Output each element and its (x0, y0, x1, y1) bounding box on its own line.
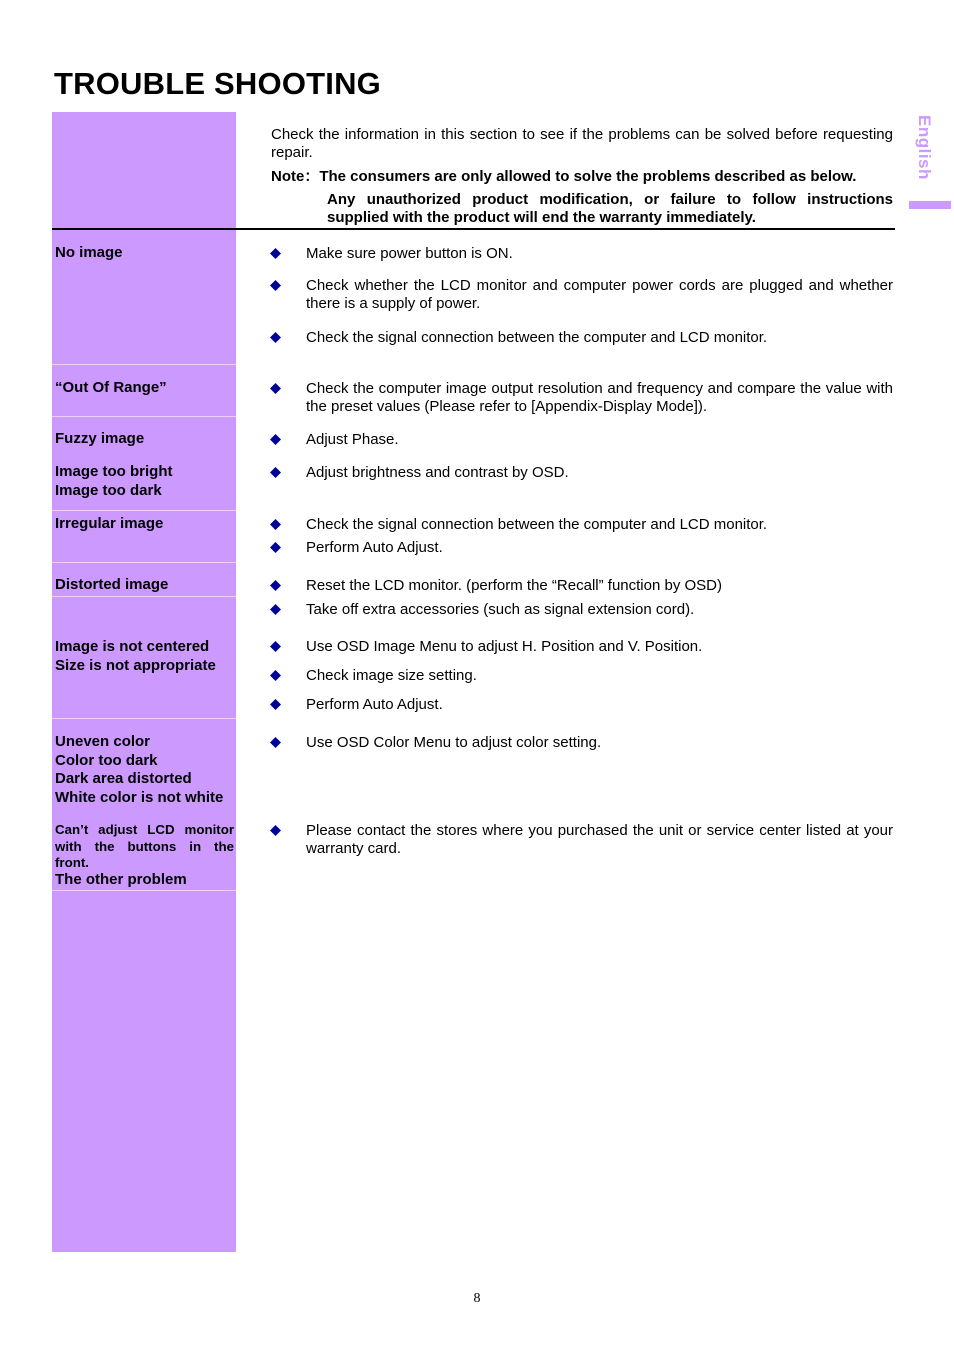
solution-item: Check the signal connection between the computer and LCD monitor. (306, 329, 768, 346)
note-label: Note： (271, 168, 320, 185)
diamond-bullet-icon (270, 434, 281, 445)
language-tab-label: English (915, 115, 934, 180)
diamond-bullet-icon (270, 737, 281, 748)
problem-label: No image (55, 244, 123, 261)
diamond-bullet-icon (270, 280, 281, 291)
row-divider (52, 718, 236, 719)
diamond-bullet-icon (270, 467, 281, 478)
language-tab-marker (909, 201, 951, 209)
problem-label: Distorted image (55, 576, 169, 593)
diamond-bullet-icon (270, 699, 281, 710)
problem-label: Fuzzy image (55, 430, 145, 447)
diamond-bullet-icon (270, 825, 281, 836)
diamond-bullet-icon (270, 604, 281, 615)
language-tab (908, 113, 944, 193)
diamond-bullet-icon (270, 670, 281, 681)
solution-item: Check whether the LCD monitor and computer power cords are plugged and whether there is a supply of power. (306, 277, 893, 312)
page-title: TROUBLE SHOOTING (54, 66, 381, 101)
intro-text: Check the information in this section to see if the problems can be solved before requesting repair. (271, 126, 893, 161)
solution-item: Perform Auto Adjust. (306, 696, 443, 713)
solution-item: Take off extra accessories (such as signal extension cord). (306, 601, 695, 618)
note-line1: The consumers are only allowed to solve the problems described as below. (319, 168, 857, 185)
diamond-bullet-icon (270, 248, 281, 259)
diamond-bullet-icon (270, 332, 281, 343)
diamond-bullet-icon (270, 519, 281, 530)
problem-label: Can’t adjust LCD monitor with the buttons in the front. (55, 822, 234, 870)
row-divider (52, 890, 236, 891)
problem-label: “Out Of Range” (55, 379, 167, 396)
problem-label: Irregular image (55, 515, 164, 532)
solution-item: Reset the LCD monitor. (perform the “Recall” function by OSD) (306, 577, 722, 594)
sidebar-column (52, 112, 236, 1252)
solution-item: Check the signal connection between the computer and LCD monitor. (306, 516, 768, 533)
solution-item: Please contact the stores where you purchased the unit or service center listed at your warranty card. (306, 822, 893, 857)
problem-label: Dark area distorted (55, 770, 192, 787)
solution-item: Use OSD Image Menu to adjust H. Position and V. Position. (306, 638, 703, 655)
problem-label: The other problem (55, 871, 187, 888)
solution-item: Use OSD Color Menu to adjust color setting. (306, 734, 602, 751)
row-divider (52, 416, 236, 417)
problem-label: Size is not appropriate (55, 657, 216, 674)
row-divider (52, 596, 236, 597)
diamond-bullet-icon (270, 383, 281, 394)
row-divider (52, 562, 236, 563)
note-line (271, 168, 893, 186)
problem-label: Image too bright (55, 463, 173, 480)
solution-item: Adjust Phase. (306, 431, 399, 448)
solution-item: Make sure power button is ON. (306, 245, 513, 262)
problem-label: Uneven color (55, 733, 151, 750)
diamond-bullet-icon (270, 641, 281, 652)
diamond-bullet-icon (270, 580, 281, 591)
page-number: 8 (473, 1291, 481, 1306)
solution-item: Adjust brightness and contrast by OSD. (306, 464, 569, 481)
problem-label: White color is not white (55, 789, 224, 806)
solution-item: Check the computer image output resolution and frequency and compare the value with the preset values (Please refer to [Appendix-Display Mode]). (306, 380, 893, 415)
problem-label: Image is not centered (55, 638, 210, 655)
problem-label: Color too dark (55, 752, 158, 769)
solution-item: Perform Auto Adjust. (306, 539, 443, 556)
diamond-bullet-icon (270, 542, 281, 553)
problem-label: Image too dark (55, 482, 162, 499)
row-divider (52, 510, 236, 511)
row-divider (52, 364, 236, 365)
header-rule (52, 228, 895, 230)
note-body: Any unauthorized product modification, or failure to follow instructions supplied with the product will end the warranty immediately. (327, 191, 893, 226)
solution-item: Check image size setting. (306, 667, 477, 684)
